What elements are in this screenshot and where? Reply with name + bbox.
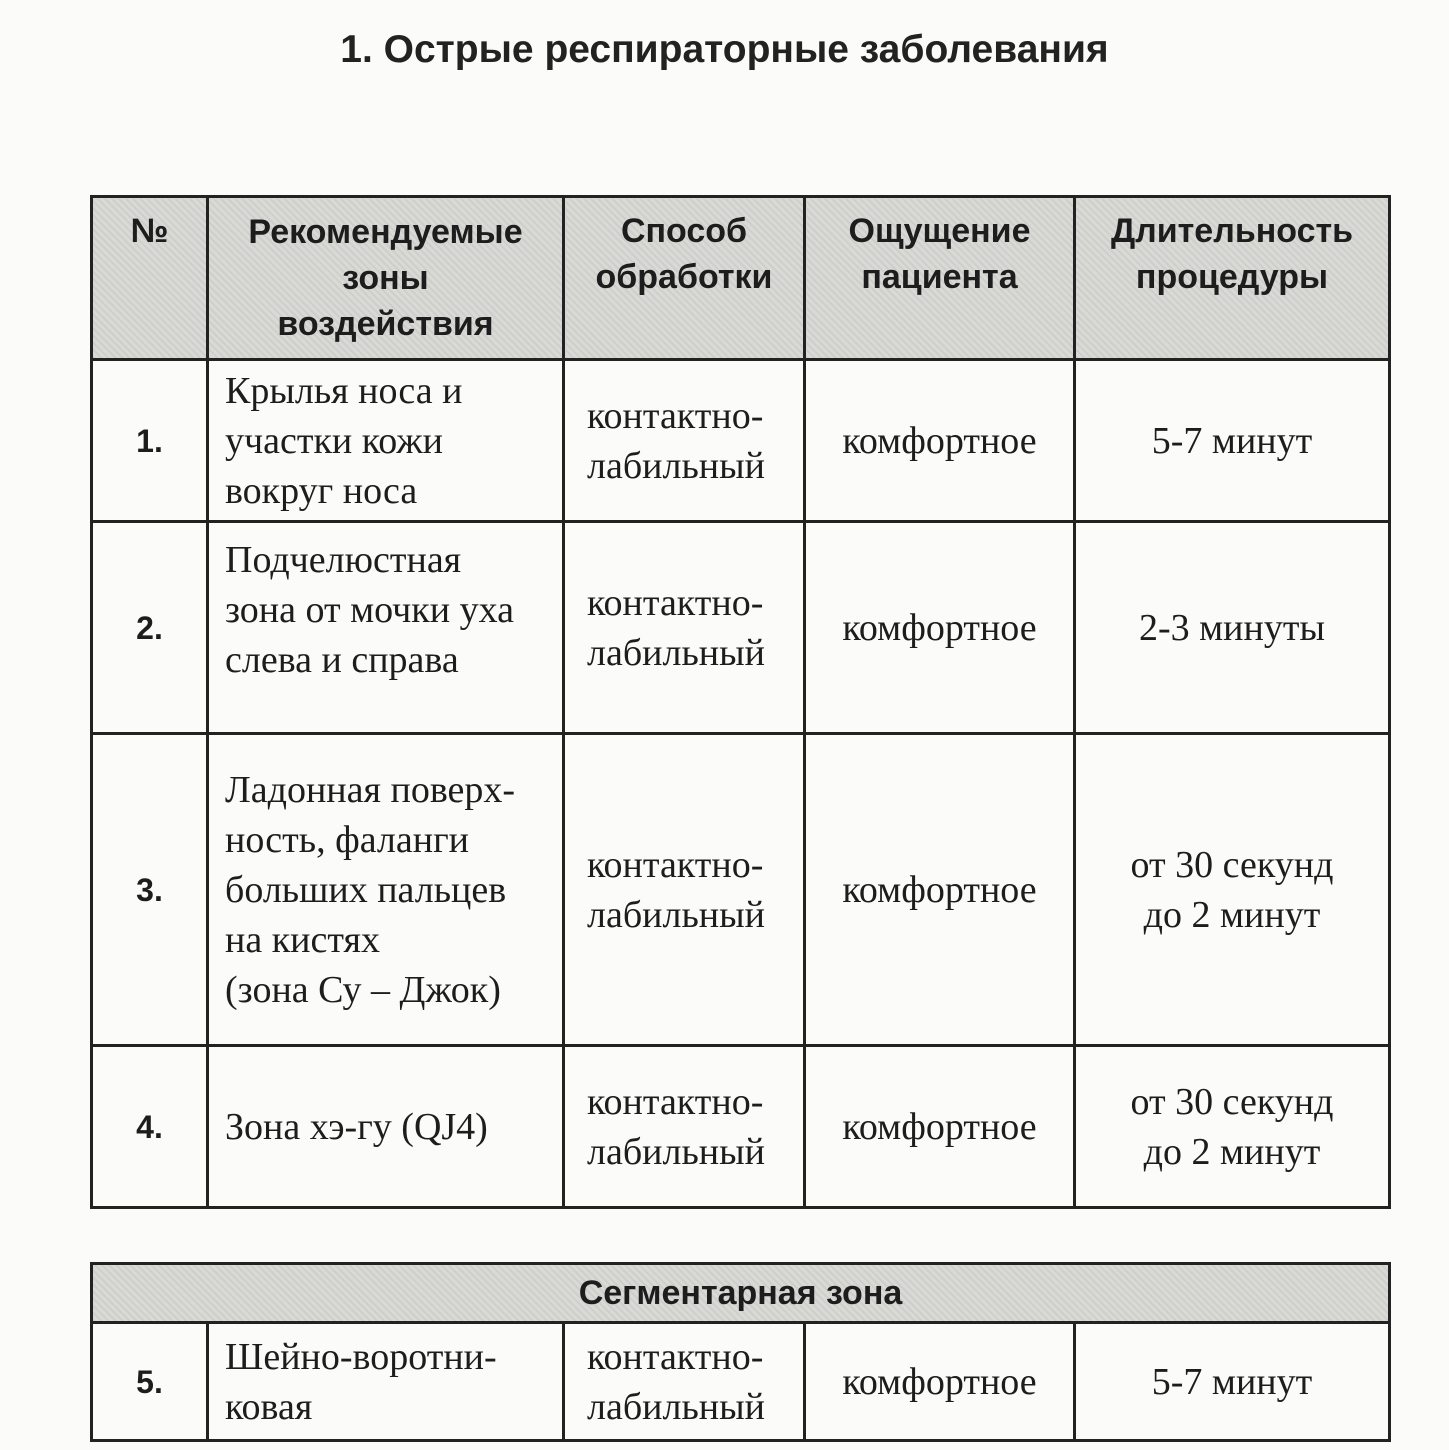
row-number: 4.	[92, 1046, 208, 1208]
segment-heading-row	[92, 1264, 1390, 1323]
table-row	[92, 734, 1390, 1046]
row-number: 1.	[92, 360, 208, 522]
row-method: контактно- лабильный	[564, 1323, 805, 1441]
segment-heading: Сегментарная зона	[92, 1264, 1390, 1323]
table-row	[92, 1046, 1390, 1208]
row-duration: от 30 секунд до 2 минут	[1075, 1046, 1390, 1208]
row-feeling: комфортное	[805, 1323, 1075, 1441]
header-duration: Длительность процедуры	[1075, 197, 1390, 360]
row-duration: 5-7 минут	[1075, 1323, 1390, 1441]
row-feeling: комфортное	[805, 1046, 1075, 1208]
row-number: 3.	[92, 734, 208, 1046]
row-feeling: комфортное	[805, 360, 1075, 522]
row-zone: Подчелюстная зона от мочки уха слева и справа	[208, 522, 564, 734]
row-zone: Шейно-воротни- ковая	[208, 1323, 564, 1441]
row-method: контактно- лабильный	[564, 1046, 805, 1208]
table-row	[92, 522, 1390, 734]
segment-table	[90, 1262, 1391, 1442]
row-number: 5.	[92, 1323, 208, 1441]
row-method: контактно- лабильный	[564, 360, 805, 522]
row-zone: Крылья носа и участки кожи вокруг носа	[208, 360, 564, 522]
row-zone: Зона хэ-гу (QJ4)	[208, 1046, 564, 1208]
table-row	[92, 360, 1390, 522]
table-row	[92, 1323, 1390, 1441]
row-duration: от 30 секунд до 2 минут	[1075, 734, 1390, 1046]
row-method: контактно- лабильный	[564, 734, 805, 1046]
row-method: контактно- лабильный	[564, 522, 805, 734]
row-feeling: комфортное	[805, 522, 1075, 734]
procedures-table	[90, 195, 1391, 1209]
header-feeling: Ощущение пациента	[805, 197, 1075, 360]
row-duration: 5-7 минут	[1075, 360, 1390, 522]
row-number: 2.	[92, 522, 208, 734]
page-title: 1. Острые респираторные заболевания	[340, 28, 1109, 71]
header-zones: Рекомендуемые зоны воздействия	[208, 197, 564, 360]
header-number: №	[92, 197, 208, 360]
table-header-row	[92, 197, 1390, 360]
row-duration: 2-3 минуты	[1075, 522, 1390, 734]
header-method: Способ обработки	[564, 197, 805, 360]
row-feeling: комфортное	[805, 734, 1075, 1046]
row-zone: Ладонная поверх- ность, фаланги больших пальцев на кистях (зона Су – Джок)	[208, 734, 564, 1046]
